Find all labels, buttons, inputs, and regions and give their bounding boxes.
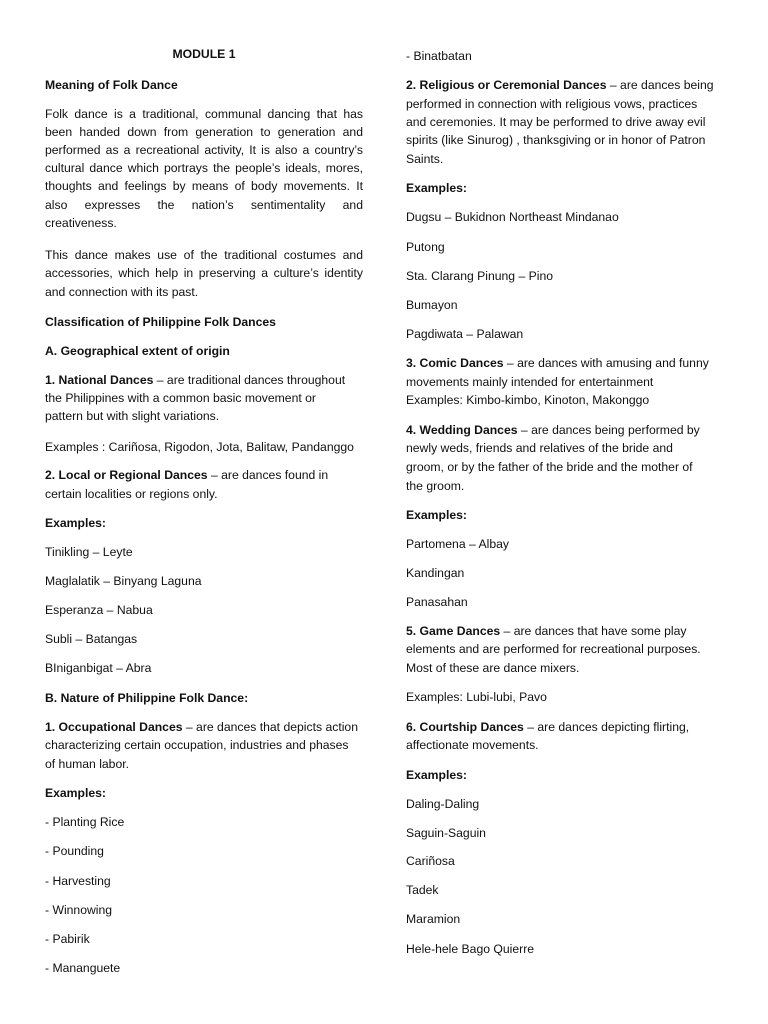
courtship-example: Maramion bbox=[406, 912, 461, 926]
occupational-example: - Harvesting bbox=[45, 874, 111, 888]
courtship-example: Tadek bbox=[406, 883, 439, 897]
religious-example: Bumayon bbox=[406, 298, 458, 312]
comic-dances-line: movements mainly intended for entertainment bbox=[406, 375, 654, 389]
courtship-dances-line: affectionate movements. bbox=[406, 738, 539, 752]
local-example: Maglalatik – Binyang Laguna bbox=[45, 574, 202, 588]
occupational-dances-line: characterizing certain occupation, industries and phases bbox=[45, 738, 349, 752]
comic-examples: Examples: Kimbo-kimbo, Kinoton, Makonggo bbox=[406, 393, 650, 407]
religious-dances-text: – are dances being bbox=[606, 78, 714, 92]
nature-heading: B. Nature of Philippine Folk Dance: bbox=[45, 691, 249, 705]
courtship-example: Cariñosa bbox=[406, 854, 455, 868]
examples-label: Examples: bbox=[406, 768, 467, 782]
occupational-example: - Binatbatan bbox=[406, 49, 472, 63]
wedding-example: Partomena – Albay bbox=[406, 537, 509, 551]
geographical-heading: A. Geographical extent of origin bbox=[45, 344, 230, 358]
local-example: Tinikling – Leyte bbox=[45, 545, 133, 559]
game-dances-term: 5. Game Dances bbox=[406, 624, 501, 638]
local-example: Esperanza – Nabua bbox=[45, 603, 153, 617]
courtship-example: Hele-hele Bago Quierre bbox=[406, 942, 535, 956]
comic-dances-text: – are dances with amusing and funny bbox=[503, 356, 709, 370]
para1-line: cultural dance which portrays the people’s ideals, mores, bbox=[45, 161, 363, 175]
occupational-example: - Pounding bbox=[45, 844, 104, 858]
comic-dances-term: 3. Comic Dances bbox=[406, 356, 504, 370]
para1-line: performed as a recreational activity, It is also a country’s bbox=[45, 143, 363, 157]
wedding-example: Kandingan bbox=[406, 566, 465, 580]
occupational-dances-line: of human labor. bbox=[45, 757, 130, 771]
religious-example: Pagdiwata – Palawan bbox=[406, 327, 524, 341]
local-dances-term: 2. Local or Regional Dances bbox=[45, 468, 208, 482]
meaning-heading: Meaning of Folk Dance bbox=[45, 78, 178, 92]
wedding-example: Panasahan bbox=[406, 595, 468, 609]
wedding-dances-line: the groom. bbox=[406, 479, 465, 493]
national-examples: Examples : Cariñosa, Rigodon, Jota, Balitaw, Pandanggo bbox=[45, 440, 354, 454]
occupational-example: - Pabirik bbox=[45, 932, 90, 946]
examples-label: Examples: bbox=[45, 786, 106, 800]
wedding-dances-line bbox=[406, 421, 700, 439]
courtship-example: Daling-Daling bbox=[406, 797, 480, 811]
national-dances-line bbox=[45, 371, 345, 389]
religious-example: Sta. Clarang Pinung – Pino bbox=[406, 269, 554, 283]
occupational-example: - Mananguete bbox=[45, 961, 121, 975]
game-dances-line: Most of these are dance mixers. bbox=[406, 661, 580, 675]
religious-dances-line: performed in connection with religious vows, practices bbox=[406, 97, 698, 111]
game-dances-line: elements and are performed for recreational purposes. bbox=[406, 642, 701, 656]
religious-dances-line bbox=[406, 76, 714, 94]
national-dances-text: – are traditional dances throughout bbox=[153, 373, 346, 387]
religious-dances-line: spirits (like Sinurog) , thanksgiving or in honor of Patron bbox=[406, 133, 706, 147]
examples-label: Examples: bbox=[45, 516, 106, 530]
wedding-dances-text: – are dances being performed by bbox=[517, 423, 700, 437]
national-dances-line: the Philippines with a common basic movement or bbox=[45, 391, 316, 405]
comic-dances-line bbox=[406, 354, 709, 372]
para1-line: thoughts and feelings by means of body movements. It bbox=[45, 179, 363, 193]
occupational-example: - Winnowing bbox=[45, 903, 113, 917]
occupational-dances-line bbox=[45, 718, 358, 736]
para1-line: been handed down from generation to generation and bbox=[45, 125, 363, 139]
local-dances-text: – are dances found in bbox=[207, 468, 329, 482]
religious-dances-line: Saints. bbox=[406, 152, 444, 166]
courtship-dances-term: 6. Courtship Dances bbox=[406, 720, 524, 734]
para1-line: Folk dance is a traditional, communal dancing that has bbox=[45, 107, 363, 121]
game-examples: Examples: Lubi-lubi, Pavo bbox=[406, 690, 547, 704]
local-dances-line: certain localities or regions only. bbox=[45, 487, 218, 501]
examples-label: Examples: bbox=[406, 508, 467, 522]
religious-dances-term: 2. Religious or Ceremonial Dances bbox=[406, 78, 607, 92]
wedding-dances-line: newly weds, friends and relatives of the bride and bbox=[406, 441, 673, 455]
game-dances-line bbox=[406, 622, 686, 640]
local-dances-line bbox=[45, 466, 328, 484]
para2-line: accessories, which help in preserving a culture’s identity bbox=[45, 266, 363, 280]
wedding-dances-line: groom, or by the father of the bride and the mother of bbox=[406, 460, 693, 474]
examples-label: Examples: bbox=[406, 181, 467, 195]
para1-line: creativeness. bbox=[45, 216, 117, 230]
classification-heading: Classification of Philippine Folk Dances bbox=[45, 315, 276, 329]
para1-line: also expresses the nation’s sentimentality and bbox=[45, 198, 363, 212]
religious-example: Dugsu – Bukidnon Northeast Mindanao bbox=[406, 210, 619, 224]
courtship-dances-line bbox=[406, 718, 689, 736]
national-dances-term: 1. National Dances bbox=[45, 373, 154, 387]
game-dances-text: – are dances that have some play bbox=[500, 624, 687, 638]
wedding-dances-term: 4. Wedding Dances bbox=[406, 423, 518, 437]
courtship-example: Saguin-Saguin bbox=[406, 826, 486, 840]
local-example: Subli – Batangas bbox=[45, 632, 138, 646]
courtship-dances-text: – are dances depicting flirting, bbox=[523, 720, 690, 734]
religious-example: Putong bbox=[406, 240, 445, 254]
para2-line: and connection with its past. bbox=[45, 285, 199, 299]
religious-dances-line: and ceremonies. It may be performed to drive away evil bbox=[406, 115, 706, 129]
para2-line: This dance makes use of the traditional costumes and bbox=[45, 248, 363, 262]
occupational-dances-text: – are dances that depicts action bbox=[182, 720, 358, 734]
module-title: MODULE 1 bbox=[172, 47, 236, 61]
local-example: BIniganbigat – Abra bbox=[45, 661, 152, 675]
national-dances-line: pattern but with slight variations. bbox=[45, 409, 220, 423]
occupational-example: - Planting Rice bbox=[45, 815, 125, 829]
occupational-dances-term: 1. Occupational Dances bbox=[45, 720, 183, 734]
